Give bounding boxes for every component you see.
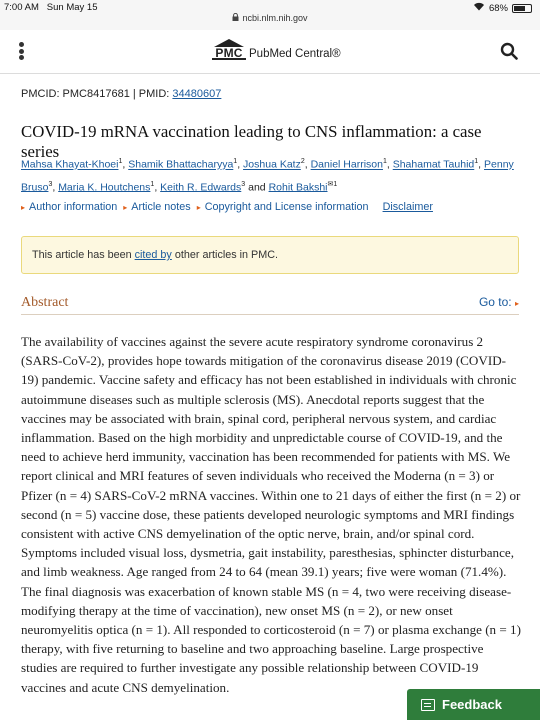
author-affil: 1 bbox=[382, 158, 387, 165]
feedback-icon bbox=[421, 699, 435, 711]
status-date: Sun May 15 bbox=[46, 2, 98, 13]
author-affil: 1 bbox=[150, 180, 155, 188]
menu-kebab-icon[interactable] bbox=[19, 42, 25, 60]
author-list: Mahsa Khayat-Khoei$^1$, Shamik Bhattacharyya$^1$, Joshua Katz$^2$, Daniel Harrison$^1$, Shahamat Tauhid$^1$, Penny Bruso$^3$, Maria K. Houtchens$^1$, Keith R. Edwards$^3$ and Rohit Bakshi$^{✉1}$ bbox=[21, 158, 514, 193]
article-notes-label: Article notes bbox=[131, 201, 191, 213]
lock-icon bbox=[232, 13, 239, 23]
abstract-header bbox=[21, 293, 519, 315]
and-word: and bbox=[248, 181, 266, 193]
battery-percent: 68% bbox=[488, 2, 508, 14]
triangle-right-icon: ▸ bbox=[21, 202, 26, 212]
author-affil: 1 bbox=[474, 158, 479, 165]
author-link[interactable]: Penny Bruso bbox=[21, 158, 514, 193]
battery-fill bbox=[514, 6, 525, 11]
article-ids bbox=[21, 88, 221, 100]
cited-by-link[interactable]: cited by bbox=[134, 249, 172, 261]
author-link[interactable]: Keith R. Edwards bbox=[160, 181, 242, 193]
author-info-toggle[interactable] bbox=[21, 201, 117, 213]
triangle-right-icon: ▸ bbox=[514, 299, 519, 308]
goto-label: Go to: bbox=[478, 295, 512, 309]
author-affil: 2 bbox=[300, 158, 305, 165]
envelope-icon[interactable]: ✉ bbox=[327, 180, 334, 188]
abstract-paragraph: The availability of vaccines against the severe acute respiratory syndrome coronavirus 2 (SARS-CoV-2), provides hope towards mitigation of the coronavirus disease 2019 (COVID-19) pandemic. Vaccine safety and efficacy has not been established in individuals with chronic autoimmune diseases such as multiple sclerosis (MS). Anecdotal reports suggest that the vaccines may be associated with brain, spinal cord, peripheral nervous system, and cardiac inflammation. Based on the high morbidity and unpredictable course of COVID-19, and the need to achieve herd immunity, vaccination has been recommended for patients with MS. We report clinical and MRI features of seven individuals who received the Moderna (n = 3) or Pfizer (n = 4) SARS-CoV-2 mRNA vaccines. Within one to 21 days of either the first (n = 2) or second (n = 5) vaccine dose, these patients developed neurologic symptoms and MRI findings consistent with active CNS demyelination of the optic nerve, brain, and/or spinal cord. Symptoms included visual loss, dysmetria, gait instability, paresthesias, sphincter disturbance, and limb weakness. Age ranged from 24 to 64 (mean 39.1) years; five were woman (71.4%). The final diagnosis was exacerbation of known stable MS (n = 4, two were receiving disease-modifying therapy at the time of vaccination), new onset MS (n = 2), or new onset neuromyelitis optica (n = 1). All responded to corticosteroid (n = 7) or plasma exchange (n = 1) therapy, with five returning to baseline and two approaching baseline. Large prospective studies are required to further investigate any possible relationship between COVID-19 vaccines and acute CNS demyelination. bbox=[21, 334, 521, 695]
author-link[interactable]: Daniel Harrison bbox=[310, 158, 383, 171]
author-affil: 1 bbox=[118, 158, 123, 165]
abstract-text bbox=[21, 332, 521, 697]
pmid-link[interactable]: 34480607 bbox=[172, 88, 222, 100]
pmcid-label: PMCID: PMC8417681 | PMID: bbox=[21, 88, 170, 100]
abstract-heading: Abstract bbox=[21, 295, 69, 310]
copyright-label: Copyright and License information bbox=[204, 201, 369, 213]
disclaimer-link[interactable]: Disclaimer bbox=[382, 201, 433, 213]
wifi-icon bbox=[473, 2, 485, 14]
pmc-logo-mark bbox=[212, 39, 246, 63]
pmc-logo-letters: PMC bbox=[212, 46, 246, 60]
pmc-logo-text: PubMed Central® bbox=[249, 48, 341, 60]
notice-prefix: This article has been bbox=[32, 249, 135, 261]
author-affil: 3 bbox=[48, 180, 53, 188]
status-clock: 7:00 AM bbox=[4, 2, 39, 13]
battery-icon bbox=[512, 4, 532, 13]
search-icon[interactable] bbox=[500, 42, 518, 60]
copyright-toggle[interactable] bbox=[197, 201, 369, 213]
author-affil: 3 bbox=[241, 180, 246, 188]
feedback-button[interactable] bbox=[407, 689, 540, 720]
goto-menu[interactable] bbox=[479, 295, 519, 309]
author-affil: 1 bbox=[333, 180, 338, 188]
top-navbar bbox=[0, 30, 540, 74]
article-notes-toggle[interactable] bbox=[123, 201, 190, 213]
notice-suffix: other articles in PMC. bbox=[171, 249, 279, 261]
triangle-right-icon: ▸ bbox=[123, 202, 128, 212]
author-link[interactable]: Shamik Bhattacharyya bbox=[128, 158, 234, 171]
author-affil: 1 bbox=[233, 158, 238, 165]
feedback-label: Feedback bbox=[442, 697, 502, 712]
triangle-right-icon: ▸ bbox=[196, 202, 201, 212]
address-bar[interactable] bbox=[0, 13, 540, 23]
pmc-logo[interactable] bbox=[212, 39, 341, 63]
author-link[interactable]: Mahsa Khayat-Khoei bbox=[21, 158, 119, 171]
author-info-label: Author information bbox=[29, 201, 118, 213]
cited-by-notice bbox=[21, 236, 519, 274]
status-time bbox=[4, 2, 97, 13]
url-text: ncbi.nlm.nih.gov bbox=[242, 13, 308, 23]
article-title: COVID-19 mRNA vaccination leading to CNS inflammation: a case series bbox=[21, 122, 482, 161]
status-bar bbox=[0, 0, 540, 30]
article-info-links bbox=[21, 201, 433, 213]
author-link[interactable]: Rohit Bakshi bbox=[268, 181, 328, 193]
author-link[interactable]: Maria K. Houtchens bbox=[58, 181, 151, 193]
author-link[interactable]: Joshua Katz bbox=[243, 158, 301, 171]
author-link[interactable]: Shahamat Tauhid bbox=[392, 158, 475, 171]
status-indicators bbox=[473, 2, 532, 14]
